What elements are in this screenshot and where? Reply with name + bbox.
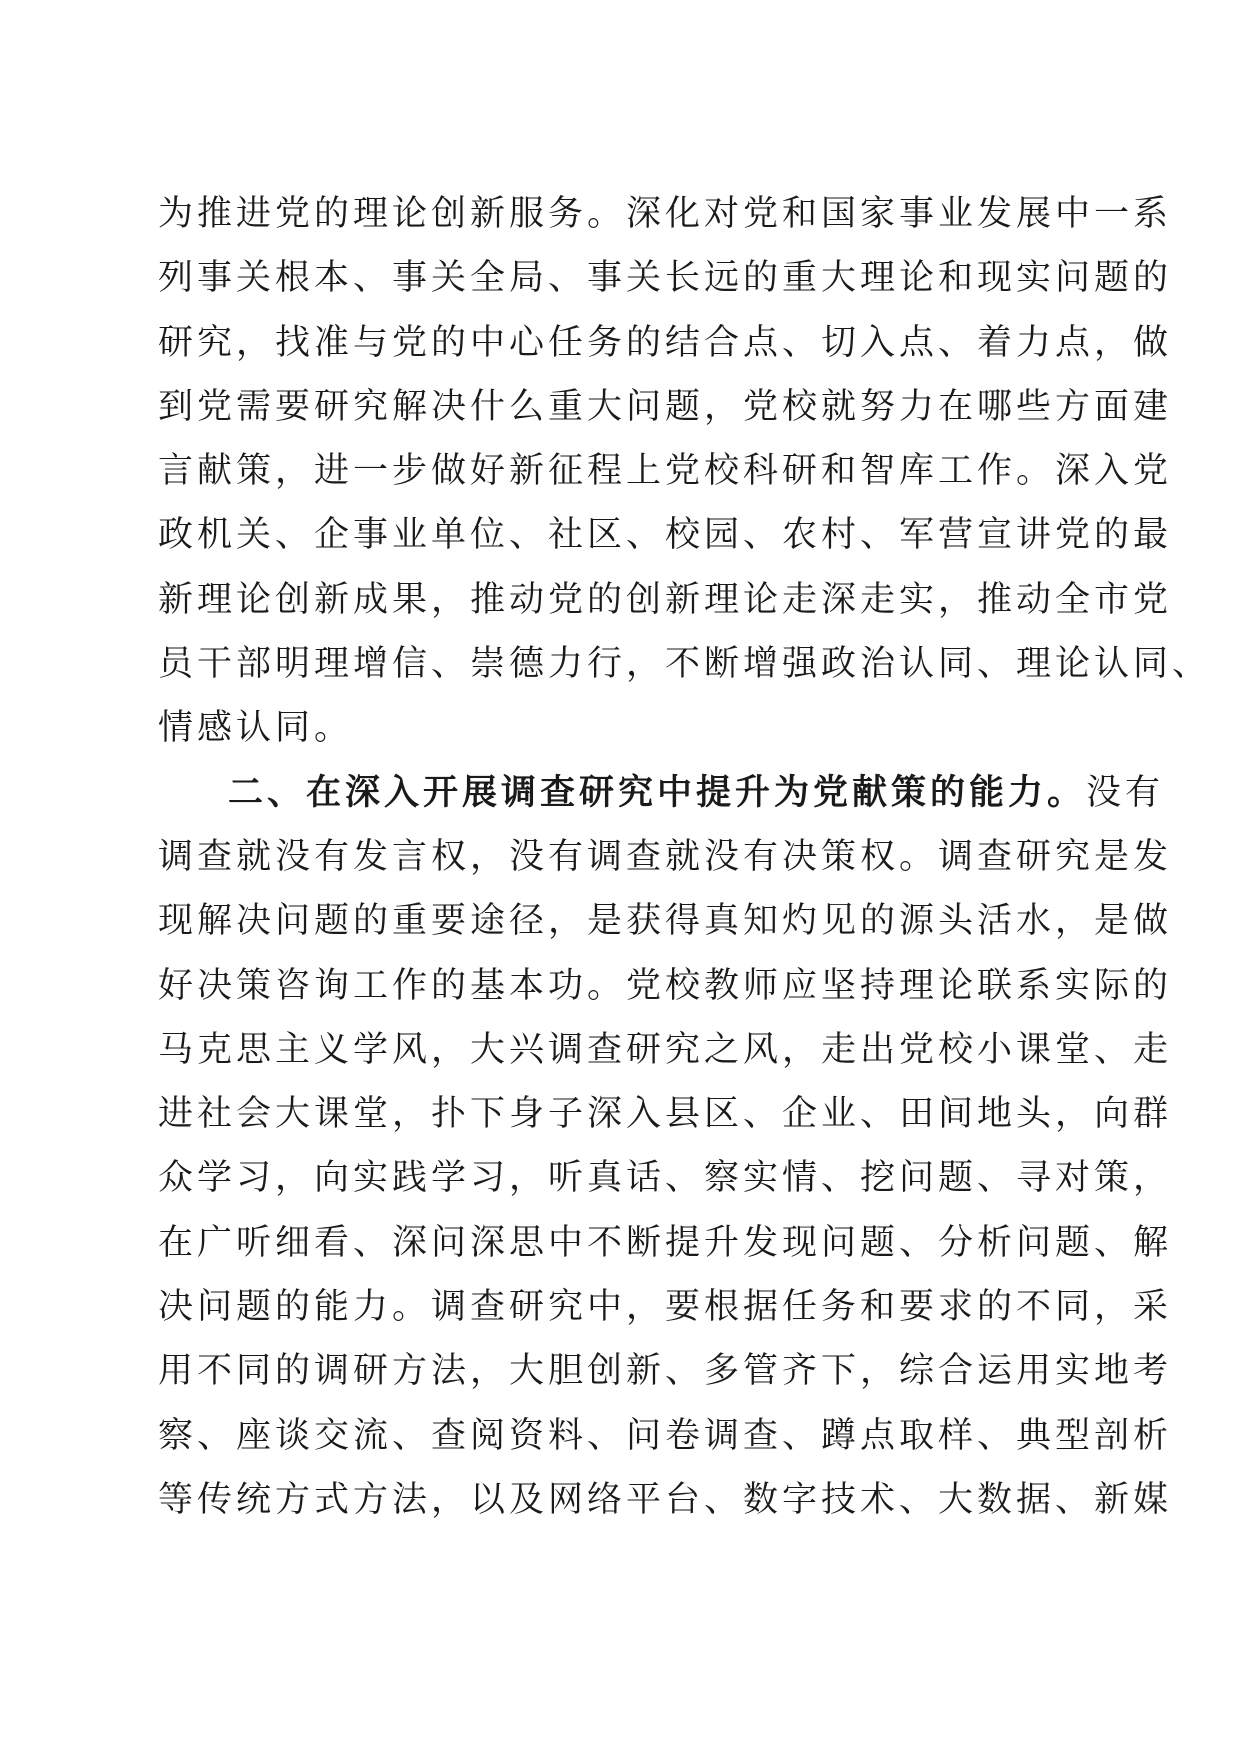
- paragraph-section-two: [158, 761, 1173, 1533]
- heading-line-rest: 没有: [1086, 772, 1165, 813]
- text-line: 决问题的能力。调查研究中，要根据任务和要求的不同，采: [158, 1287, 1173, 1328]
- text-line: 调查就没有发言权，没有调查就没有决策权。调查研究是发: [158, 836, 1173, 877]
- section-heading-line: [158, 761, 1165, 825]
- text-line: 进社会大课堂，扑下身子深入县区、企业、田间地头，向群: [158, 1094, 1173, 1135]
- text-line: 等传统方式方法，以及网络平台、数字技术、大数据、新媒: [158, 1479, 1173, 1520]
- text-line: 在广听细看、深问深思中不断提升发现问题、分析问题、解: [158, 1222, 1173, 1263]
- text-line: 言献策，进一步做好新征程上党校科研和智库工作。深入党: [158, 451, 1173, 492]
- text-line: 为推进党的理论创新服务。深化对党和国家事业发展中一系: [158, 194, 1173, 234]
- text-line: 情感认同。: [158, 708, 354, 749]
- section-heading: 二、在深入开展调查研究中提升为党献策的能力。: [228, 772, 1087, 813]
- text-line: 马克思主义学风，大兴调查研究之风，走出党校小课堂、走: [158, 1029, 1173, 1070]
- document-body: [158, 182, 1212, 1532]
- text-line: 察、座谈交流、查阅资料、问卷调查、蹲点取样、典型剖析: [158, 1415, 1173, 1456]
- text-line: 现解决问题的重要途径，是获得真知灼见的源头活水，是做: [158, 901, 1173, 942]
- text-line: 好决策咨询工作的基本功。党校教师应坚持理论联系实际的: [158, 965, 1173, 1006]
- text-line: 新理论创新成果，推动党的创新理论走深走实，推动全市党: [158, 579, 1173, 620]
- text-line: 研究，找准与党的中心任务的结合点、切入点、着力点，做: [158, 322, 1173, 363]
- text-line: 员干部明理增信、崇德力行，不断增强政治认同、理论认同、: [158, 644, 1212, 685]
- text-line: 到党需要研究解决什么重大问题，党校就努力在哪些方面建: [158, 386, 1173, 427]
- text-line: 众学习，向实践学习，听真话、察实情、挖问题、寻对策，: [158, 1158, 1173, 1199]
- text-line: 政机关、企事业单位、社区、校园、农村、军营宣讲党的最: [158, 515, 1173, 556]
- paragraph-continued: [158, 182, 1212, 761]
- text-line: 用不同的调研方法，大胆创新、多管齐下，综合运用实地考: [158, 1351, 1173, 1392]
- text-line: 列事关根本、事关全局、事关长远的重大理论和现实问题的: [158, 258, 1173, 299]
